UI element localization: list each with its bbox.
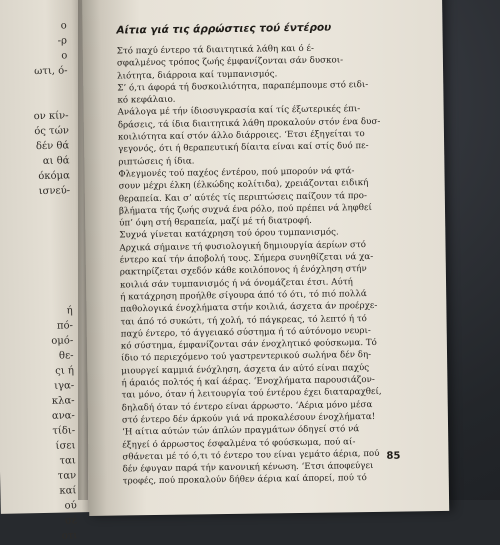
- page-number: 85: [386, 450, 401, 462]
- left-text-fragment: [2, 78, 68, 94]
- left-text-fragment: ςι ή: [55, 365, 75, 377]
- left-text-fragment: ός τών: [34, 125, 69, 138]
- left-text-fragment: θε-: [58, 350, 74, 362]
- text-line: έξηγεί ό άρρωστος έσφαλμένα τό φούσκωμα, πού αί-: [122, 436, 356, 450]
- text-line: κοιλιότητα καί στόν άλλο διάρροιες. ‘Ετσι έξηγείται το: [117, 129, 365, 143]
- left-text-fragment: ανα-: [51, 410, 75, 422]
- text-line: σφαλμένος τρόπος ζωής έμφανίζονται σάν δυσκοι-: [116, 55, 344, 69]
- left-text-fragment: ισνεύ-: [38, 185, 71, 198]
- text-line: Φλεγμονές τού παχέος έντέρου, πού μπορούν νά φτά-: [118, 166, 355, 180]
- left-text-fragment: αι θά: [42, 155, 70, 167]
- left-text-fragment: ομό-: [51, 335, 74, 347]
- left-text-fragment: ή: [66, 305, 73, 317]
- left-text-fragment: ίσει: [55, 440, 76, 452]
- text-line: στό έντερο δέν άρκούν γιά νά προκαλέσουν ένοχλήματα!: [121, 411, 376, 426]
- text-line: λιότητα, διάρροια καί τυμπανισμός.: [117, 68, 278, 82]
- text-line: Συχνά γίνεται κατάχρηση τού όρου τυμπανισμός.: [119, 227, 339, 241]
- left-text-fragment: ο: [60, 20, 67, 32]
- text-line: ή άραιός πολτός ή καί άέρας. ‘Ενοχλήματα παρουσιάζον-: [121, 374, 375, 389]
- text-line: δηλαδή όταν τό έντερο είναι άρρωστο. ‘Αέρια μόνο μέσα: [121, 399, 373, 414]
- text-line: έντερο καί τήν άποβολή τους. Σήμερα συνηθίζεται νά χα-: [119, 252, 374, 266]
- text-line: κό σύστημα, έμφανίζονται σάν ένοχλητικό φούσκωμα. Τό: [120, 338, 377, 352]
- left-text-fragment: σέ: [64, 515, 78, 527]
- left-text-fragment: [2, 93, 68, 109]
- text-line: παχύ έντερο, τό άγγειακό σύστημα ή τό αύτόνομο νευρι-: [120, 325, 371, 340]
- text-line: δέν έφυγαν παρά τήν κανονική κένωση. ‘Ετσι άποφεύγει: [122, 461, 374, 475]
- text-line: γεγονός, ότι ή θεραπευτική δίαιτα είναι καί στίς δυό πε-: [118, 141, 369, 155]
- section-heading: Αίτια γιά τις άρρώστιες τού έντέρου: [116, 21, 332, 37]
- text-line: βλήματα τής ζωής συχνά ένα ρόλο, πού πρέπει νά ληφθεί: [118, 202, 372, 217]
- text-line: κοιλιά σάν τυμπανισμός ή νά όνομάζεται έτσι. Αύτή: [119, 276, 353, 291]
- text-line: ίδιο τό περιεχόμενο τού γαστρεντερικού σωλήνα δέν δη-: [121, 350, 372, 364]
- left-text-fragment: καί: [59, 485, 77, 497]
- text-line: τροφές, πού προκαλούν δήθεν άέρια καί άπορεί, πού τό: [122, 473, 367, 487]
- left-text-fragment: δέν θά: [35, 140, 70, 153]
- left-text-fragment: [6, 258, 72, 274]
- text-line: ρακτηρίζεται σχεδόν κάθε κοιλόπονος ή ένόχληση στήν: [119, 264, 367, 278]
- left-text-fragment: ωτι, ό-: [34, 65, 68, 78]
- text-line: δράσεις, τά ίδια διαιτητικά λάθη προκαλούν στόν ένα δυσ-: [117, 116, 381, 131]
- right-page: [82, 0, 449, 516]
- left-text-fragment: οτι: [61, 530, 78, 542]
- left-text-fragment: όκόμα: [38, 170, 70, 183]
- text-line: παθολογικά ένοχλήματα στήν κοιλιά, άσχετα άν προέρχε-: [120, 301, 378, 315]
- text-line: Ανάλογα μέ τήν ίδιοσυγκρασία καί τίς έξωτερικές έπι-: [117, 104, 361, 118]
- text-line: κό κεφάλαιο.: [117, 94, 176, 106]
- left-text-fragment: ον κίν-: [33, 110, 69, 123]
- text-line: ριπτώσεις ή ίδια.: [118, 156, 195, 168]
- text-line: ‘Η αίτια αύτών τών άπλών πραγμάτων όδηγεί στό νά: [122, 424, 360, 438]
- left-text-fragment: τίδι-: [52, 425, 76, 437]
- left-text-fragment: ο: [61, 50, 68, 62]
- left-text-fragment: κλα-: [51, 395, 75, 407]
- body-text: [117, 41, 419, 488]
- text-line: ται άπό τό συκώτι, τή χολή, τό πάγκρεας, τό λεπτό ή τό: [120, 313, 367, 328]
- text-line: ή κατάχρηση προήλθε σίγουρα άπό τό ότι, τό πιό πολλά: [120, 288, 367, 303]
- text-line: μιουργεί καμμιά ένόχληση, άσχετα άν αύτό είναι παχύς: [121, 362, 370, 377]
- left-page-text-column: [1, 18, 78, 544]
- left-text-fragment: ταν: [57, 470, 77, 482]
- text-line: ται μόνο, όταν ή λειτουργία τού έντέρου έχει διαταραχθεί,: [121, 387, 382, 401]
- text-line: σουν μέχρι έλκη (έλκώδης κολίτιδα), χρειάζονται ειδική: [118, 178, 369, 192]
- left-text-fragment: -ρ: [57, 35, 68, 47]
- text-line: σθάνεται μέ τό ό,τι τό έντερο του είναι γεμάτο άέρια, πού: [122, 448, 380, 463]
- left-text-fragment: [5, 213, 71, 229]
- text-line: Σ’ ό,τι άφορά τή δυσκοιλιότητα, παραπέμπουμε στό ειδι-: [117, 79, 369, 94]
- left-text-fragment: [5, 228, 71, 244]
- text-line: ύπ’ όψη στή θεραπεία, μαζί μέ τή διατροφή.: [119, 215, 312, 229]
- left-text-fragment: ιγα-: [54, 380, 75, 392]
- text-line: θεραπεία. Και σ’ αύτές τίς περιπτώσεις παίζουν τά προ-: [118, 190, 367, 205]
- text-line: Αρχικά σήμαινε τή φυσιολογική δημιουργία άερίων στό: [119, 239, 367, 254]
- left-text-fragment: ται: [59, 455, 76, 467]
- left-text-fragment: [4, 198, 70, 214]
- left-text-fragment: πό-: [56, 320, 74, 332]
- left-text-fragment: [6, 273, 72, 289]
- left-text-fragment: [6, 288, 72, 304]
- text-line: Στό παχύ έντερο τά διαιτητικά λάθη και ό έ-: [116, 43, 314, 57]
- left-text-fragment: ού: [64, 500, 77, 512]
- left-text-fragment: [5, 243, 71, 259]
